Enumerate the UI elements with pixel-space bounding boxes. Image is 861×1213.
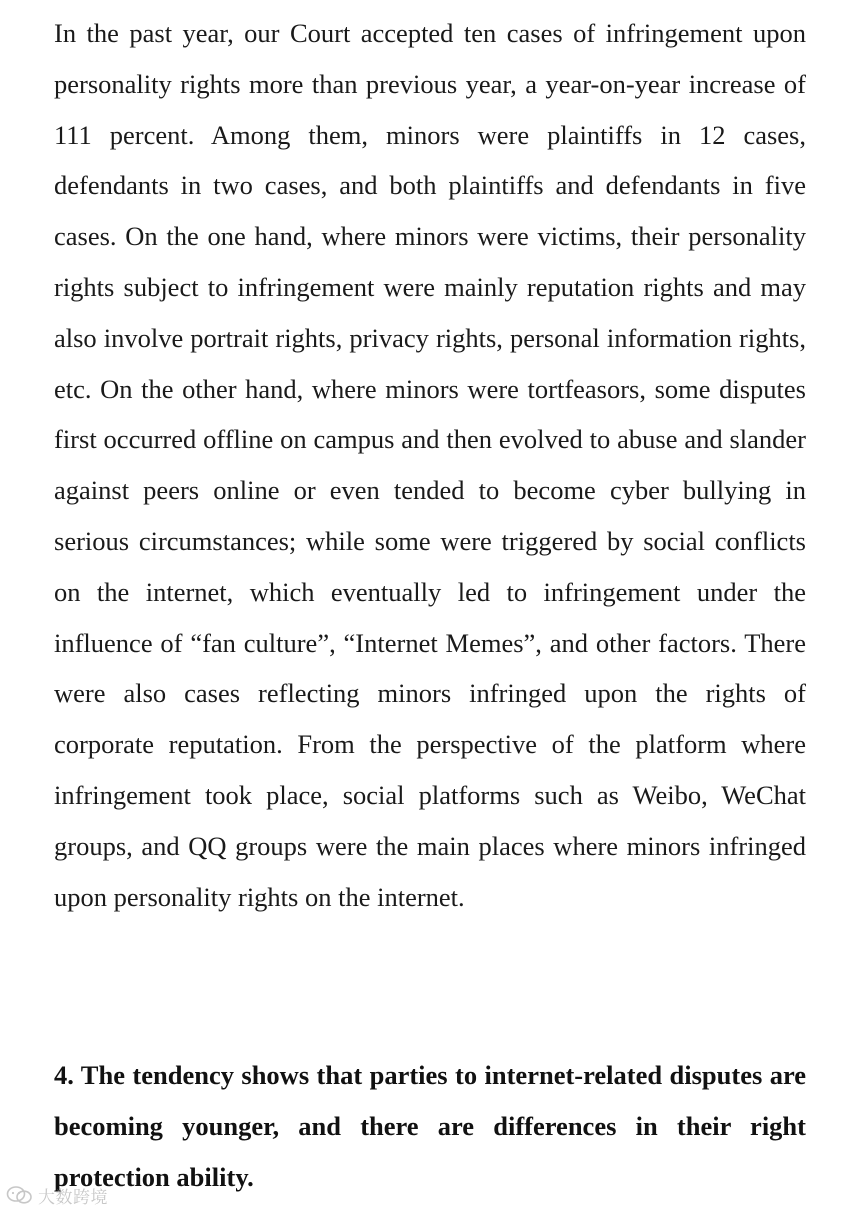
wechat-logo-icon: [6, 1185, 34, 1205]
body-paragraph: In the past year, our Court accepted ten cases of infringement upon personality rights more than previous year, a year-on-year increase of 111 percent. Among them, minors were plaintiffs in 12 cases, defendants in two cases, and both plaintiffs and defendants in five cases. On the one hand, where minors were victims, their personality rights subject to infringement were mainly reputation rights and may also involve portrait rights, privacy rights, personal information rights, etc. On the other hand, where minors were tortfeasors, some disputes first occurred offline on campus and then evolved to abuse and slander against peers online or even tended to become cyber bullying in serious circumstances; while some were triggered by social conflicts on the internet, which eventually led to infringement under the influence of “fan culture”, “Internet Memes”, and other factors. There were also cases reflecting minors infringed upon the rights of corporate reputation. From the perspective of the platform where infringement took place, social platforms such as Weibo, WeChat groups, and QQ groups were the main places where minors infringed upon personality rights on the internet.: [54, 18, 806, 912]
watermark-text: 大数跨境: [38, 1187, 108, 1208]
section-heading: 4. The tendency shows that parties to internet-related disputes are becoming younger, and there are differences in their right protection ability.: [54, 1060, 806, 1192]
watermark: [6, 1184, 108, 1206]
